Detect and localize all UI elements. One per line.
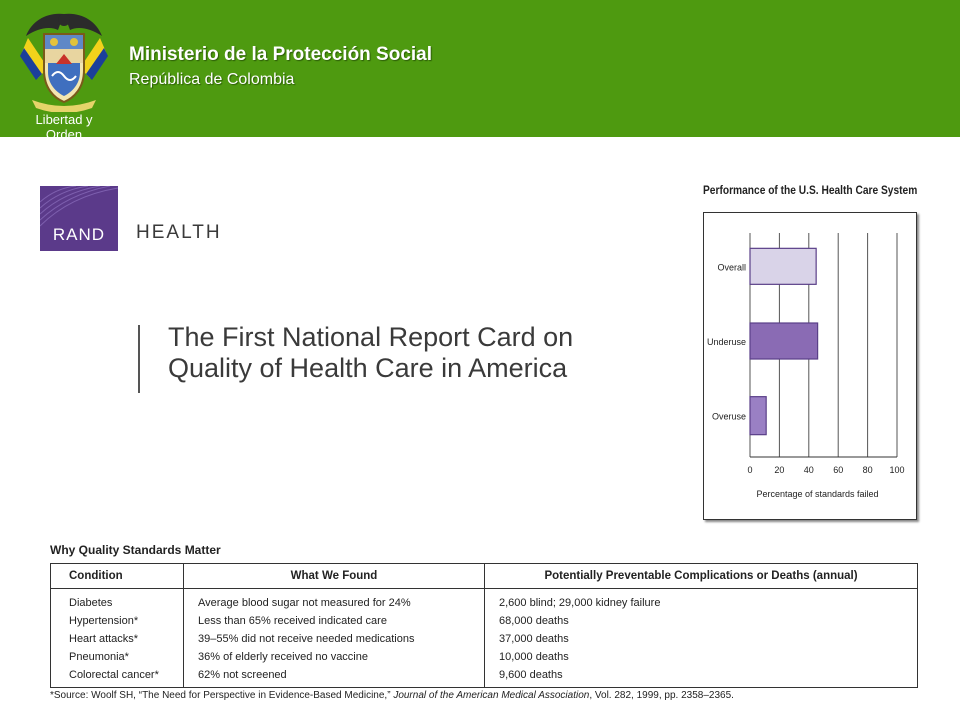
- title-divider: [138, 325, 140, 393]
- finding-cell: Average blood sugar not measured for 24%: [184, 589, 485, 613]
- source-suffix: , Vol. 282, 1999, pp. 2358–2365.: [589, 690, 734, 701]
- chart-frame: [703, 212, 917, 520]
- finding-cell: 39–55% did not receive needed medications: [184, 630, 485, 648]
- header-band: [0, 0, 960, 142]
- crest-motto: Libertad y Orden: [35, 112, 93, 142]
- x-tick-label: 100: [889, 465, 905, 475]
- source-journal: Journal of the American Medical Association: [393, 690, 590, 701]
- performance-bar-chart: [704, 213, 916, 519]
- complication-cell: 2,600 blind; 29,000 kidney failure: [485, 589, 918, 613]
- table-row: [51, 589, 918, 613]
- x-axis-label: Percentage of standards failed: [756, 489, 879, 499]
- republic-name: República de Colombia: [129, 71, 295, 88]
- complication-cell: 9,600 deaths: [485, 666, 918, 688]
- table-row: [51, 666, 918, 688]
- condition-cell: Diabetes: [51, 589, 184, 613]
- complication-cell: 68,000 deaths: [485, 612, 918, 630]
- finding-cell: 36% of elderly received no vaccine: [184, 648, 485, 666]
- x-tick-label: 20: [774, 465, 785, 475]
- ministry-name: Ministerio de la Protección Social: [129, 44, 433, 65]
- table-row: [51, 612, 918, 630]
- category-label-underuse: Underuse: [706, 337, 746, 347]
- column-header-condition: Condition: [51, 564, 184, 589]
- x-tick-label: 60: [833, 465, 844, 475]
- x-tick-label: 0: [747, 465, 753, 475]
- source-citation: [50, 690, 734, 701]
- complication-cell: 10,000 deaths: [485, 648, 918, 666]
- colombia-coat-of-arms: [18, 8, 110, 142]
- rand-wordmark: RAND: [52, 225, 106, 244]
- complication-cell: 37,000 deaths: [485, 630, 918, 648]
- bar-overall: [750, 248, 816, 284]
- table-title: Why Quality Standards Matter: [50, 543, 221, 557]
- chart-title: Performance of the U.S. Health Care System: [703, 183, 918, 197]
- health-wordmark: HEALTH: [136, 222, 222, 243]
- table-row: [51, 630, 918, 648]
- source-prefix: *Source: Woolf SH, “The Need for Perspective in Evidence-Based Medicine,”: [50, 690, 394, 701]
- condition-cell: Hypertension*: [51, 612, 184, 630]
- finding-cell: 62% not screened: [184, 666, 485, 688]
- condition-cell: Pneumonia*: [51, 648, 184, 666]
- condor-crest-icon: [18, 8, 110, 112]
- bar-underuse: [750, 323, 818, 359]
- column-header-findings: What We Found: [184, 564, 485, 589]
- report-title: [168, 322, 573, 384]
- table-row: [51, 648, 918, 666]
- report-title-line1: The First National Report Card on: [168, 322, 574, 352]
- quality-standards-table: [50, 563, 918, 688]
- condition-cell: Heart attacks*: [51, 630, 184, 648]
- bar-overuse: [750, 397, 766, 435]
- x-tick-label: 80: [862, 465, 873, 475]
- category-label-overuse: Overuse: [711, 411, 746, 422]
- category-label-overall: Overall: [717, 262, 746, 273]
- report-title-line2: Quality of Health Care in America: [168, 353, 568, 383]
- finding-cell: Less than 65% received indicated care: [184, 612, 485, 630]
- condition-cell: Colorectal cancer*: [51, 666, 184, 688]
- table-header-row: [51, 564, 918, 589]
- x-tick-label: 40: [803, 465, 814, 475]
- rand-logo: [40, 186, 118, 251]
- column-header-complications: Potentially Preventable Complications or Deaths (annual): [485, 564, 918, 589]
